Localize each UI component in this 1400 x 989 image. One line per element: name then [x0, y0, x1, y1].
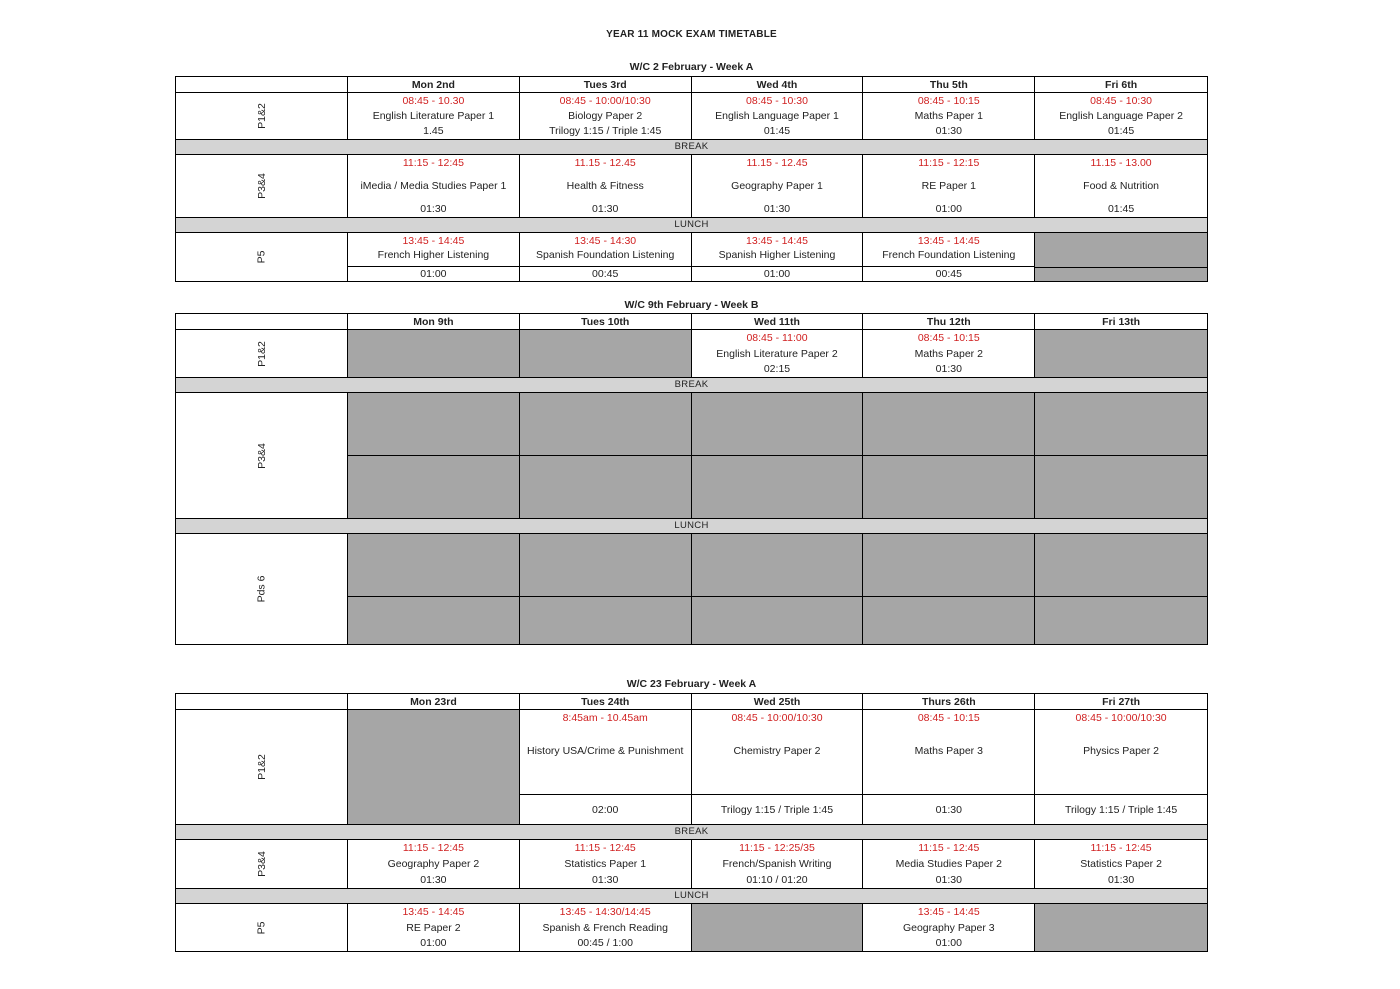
exam-cell: [692, 233, 864, 281]
lunch-bar: LUNCH: [176, 218, 1207, 233]
day-header: Mon 2nd: [348, 77, 520, 93]
day-header: Wed 11th: [692, 314, 864, 330]
exam-cell: [692, 155, 864, 218]
blocked-cell: [1035, 233, 1207, 281]
exam-time: 08:45 - 11:00: [746, 332, 808, 344]
exam-duration: 01:30: [763, 203, 791, 215]
blocked-cell: [863, 534, 1035, 597]
exam-subject: English Literature Paper 1: [372, 110, 495, 122]
day-header: Tues 24th: [520, 694, 692, 710]
exam-subject: Maths Paper 2: [914, 347, 983, 360]
break-bar: BREAK: [176, 140, 1207, 155]
blocked-cell: [692, 534, 864, 597]
exam-time: 13:45 - 14:45: [746, 235, 808, 247]
exam-duration: 01:30: [592, 874, 619, 886]
exam-cell: [520, 710, 692, 825]
blocked-cell: [348, 456, 520, 519]
exam-time: 11:15 - 12:45: [402, 157, 464, 169]
blocked-cell: [520, 597, 692, 644]
period-label-text: P1&2: [255, 340, 268, 367]
exam-duration: 01:00: [420, 937, 447, 949]
blocked-cell: [348, 710, 520, 825]
period-label-p34: [176, 155, 348, 218]
exam-duration: 01:30: [863, 794, 1034, 824]
week-2-table: [175, 313, 1208, 645]
exam-time: 11:15 - 12:25/35: [739, 842, 815, 854]
blocked-cell: [348, 393, 520, 456]
exam-subject: English Language Paper 2: [1059, 110, 1183, 122]
exam-subject: RE Paper 1: [921, 180, 976, 192]
exam-time: 08:45 - 10:00/10:30: [1075, 712, 1167, 724]
exam-subject: Spanish & French Reading: [542, 921, 668, 934]
exam-cell: [692, 840, 864, 889]
exam-time: 11:15 - 12:45: [1090, 842, 1152, 854]
exam-time: 11.15 - 12.45: [574, 157, 636, 169]
period-label-text: P5: [255, 921, 268, 934]
exam-subject: English Language Paper 1: [715, 110, 839, 122]
exam-cell: [863, 840, 1035, 889]
lunch-bar: LUNCH: [176, 889, 1207, 904]
exam-cell: [863, 904, 1035, 951]
exam-time: 11.15 - 13.00: [1090, 157, 1152, 169]
period-label-p5: [176, 904, 348, 951]
blocked-cell: [692, 904, 864, 951]
exam-cell: [1035, 93, 1207, 140]
corner-cell: [176, 694, 348, 710]
exam-duration: 01:30: [935, 363, 962, 375]
blocked-cell: [348, 597, 520, 644]
exam-time: 13:45 - 14:30: [574, 235, 637, 247]
exam-duration: 00:45: [520, 266, 691, 281]
exam-time: 11:15 - 12:45: [918, 842, 980, 854]
exam-time: 13:45 - 14:45: [917, 235, 980, 247]
exam-cell: [692, 93, 864, 140]
blocked-cell: [520, 393, 692, 456]
day-header: Thu 12th: [863, 314, 1035, 330]
blocked-cell: [1035, 534, 1207, 597]
exam-duration: 01:30: [420, 203, 447, 215]
exam-duration: Trilogy 1:15 / Triple 1:45: [1035, 794, 1207, 824]
exam-time: 08:45 - 10:30: [746, 95, 808, 107]
lunch-bar: LUNCH: [176, 519, 1207, 534]
exam-time: 11:15 - 12:45: [402, 842, 464, 854]
exam-time: 08:45 - 10:15: [917, 332, 980, 344]
blocked-cell: [520, 534, 692, 597]
exam-duration: 01:30: [592, 203, 619, 215]
exam-subject: Media Studies Paper 2: [895, 858, 1002, 870]
exam-duration: Trilogy 1:15 / Triple 1:45: [549, 125, 662, 137]
exam-cell: [1035, 710, 1207, 825]
exam-time: 8:45am - 10.45am: [562, 712, 648, 724]
period-label-p34: [176, 840, 348, 889]
exam-subject: Statistics Paper 2: [1080, 858, 1162, 870]
exam-duration: 00:45 / 1:00: [577, 937, 633, 949]
blocked-cell: [348, 534, 520, 597]
exam-time: 11.15 - 12.45: [746, 157, 808, 169]
period-label-text: P1&2: [255, 103, 268, 129]
exam-duration: 01:00: [348, 266, 519, 281]
day-header: Thu 5th: [863, 77, 1035, 93]
exam-duration: 01:45: [763, 125, 791, 137]
day-header: Wed 4th: [692, 77, 864, 93]
break-bar: BREAK: [176, 825, 1207, 840]
blocked-cell: [692, 393, 864, 456]
week-3-title: W/C 23 February - Week A: [626, 678, 757, 690]
exam-subject: Geography Paper 1: [731, 180, 823, 192]
exam-duration: 1.45: [423, 125, 444, 137]
exam-duration: 01:30: [935, 125, 962, 137]
day-header: Wed 25th: [692, 694, 864, 710]
blocked-cell: [1035, 330, 1207, 378]
period-label-text: P3&4: [255, 173, 268, 199]
exam-subject: Health & Fitness: [566, 180, 644, 192]
exam-duration: 01:45: [1107, 203, 1135, 215]
blocked-cell: [348, 330, 520, 378]
day-header: Tues 10th: [520, 314, 692, 330]
period-label-p12: [176, 710, 348, 825]
blocked-cell: [1035, 597, 1207, 644]
page-title: YEAR 11 MOCK EXAM TIMETABLE: [606, 29, 777, 40]
exam-cell: [863, 233, 1035, 281]
blocked-cell: [1035, 456, 1207, 519]
exam-subject: Food & Nutrition: [1083, 180, 1160, 192]
exam-duration: Trilogy 1:15 / Triple 1:45: [692, 794, 863, 824]
day-header: Tues 3rd: [520, 77, 692, 93]
period-label-p12: [176, 330, 348, 378]
exam-duration: 01:10 / 01:20: [746, 874, 808, 886]
exam-time: 11:15 - 12:45: [574, 842, 636, 854]
exam-cell: [1035, 840, 1207, 889]
blocked-cell: [1035, 393, 1207, 456]
period-label-p34: [176, 393, 348, 519]
day-header: Thurs 26th: [863, 694, 1035, 710]
exam-subject: French Foundation Listening: [882, 249, 1016, 261]
exam-subject: French/Spanish Writing: [722, 858, 832, 870]
exam-subject: Spanish Higher Listening: [718, 249, 836, 261]
exam-time: 08:45 - 10.30: [402, 95, 465, 107]
exam-subject: Geography Paper 3: [902, 921, 995, 934]
exam-cell: [520, 840, 692, 889]
week-1-table: [175, 76, 1208, 282]
blocked-cell: [863, 456, 1035, 519]
exam-subject: Physics Paper 2: [1083, 745, 1160, 757]
week-2-title: W/C 9th February - Week B: [624, 299, 759, 311]
exam-subject: Maths Paper 1: [914, 110, 983, 122]
exam-subject: History USA/Crime & Punishment: [527, 745, 684, 757]
exam-duration: 01:00: [935, 937, 962, 949]
blocked-cell: [863, 393, 1035, 456]
exam-time: 13:45 - 14:30/14:45: [559, 906, 651, 918]
period-label-text: Pds 6: [255, 575, 268, 603]
blocked-cell: [692, 597, 864, 644]
exam-duration: 01:30: [935, 874, 962, 886]
break-bar: BREAK: [176, 378, 1207, 393]
period-label-p5: [176, 233, 348, 281]
period-label-pds6: [176, 534, 348, 644]
exam-time: 13:45 - 14:45: [402, 906, 465, 918]
exam-time: 11:15 - 12:15: [918, 157, 980, 169]
exam-subject: Chemistry Paper 2: [733, 745, 821, 757]
exam-subject: Maths Paper 3: [914, 745, 983, 757]
week-3-table: [175, 693, 1208, 952]
day-header: Mon 23rd: [348, 694, 520, 710]
exam-duration: 01:45: [1107, 125, 1135, 137]
exam-cell: [348, 840, 520, 889]
exam-cell: [348, 93, 520, 140]
day-header: Fri 13th: [1035, 314, 1207, 330]
exam-cell: [348, 155, 520, 218]
exam-subject: English Literature Paper 2: [716, 347, 838, 360]
exam-cell: [520, 93, 692, 140]
day-header: Mon 9th: [348, 314, 520, 330]
exam-cell: [863, 155, 1035, 218]
exam-cell: [520, 155, 692, 218]
period-label-p12: [176, 93, 348, 140]
exam-cell: [348, 904, 520, 951]
exam-duration: 01:00: [935, 203, 962, 215]
exam-subject: Geography Paper 2: [387, 858, 480, 870]
blocked-cell: [863, 597, 1035, 644]
exam-duration: 02:00: [520, 794, 691, 824]
exam-cell: [692, 330, 864, 378]
exam-time: 08:45 - 10:15: [917, 712, 980, 724]
exam-subject: French Higher Listening: [377, 249, 490, 261]
exam-cell: [1035, 155, 1207, 218]
corner-cell: [176, 77, 348, 93]
day-header: Fri 27th: [1035, 694, 1207, 710]
blocked-cell: [1035, 904, 1207, 951]
corner-cell: [176, 314, 348, 330]
exam-cell: [348, 233, 520, 281]
blocked-cell: [520, 330, 692, 378]
blocked-cell: [692, 456, 864, 519]
exam-duration: 01:00: [692, 266, 863, 281]
blocked-cell: [520, 456, 692, 519]
week-1-title: W/C 2 February - Week A: [629, 61, 754, 73]
exam-time: 08:45 - 10:30: [1090, 95, 1153, 107]
exam-time: 08:45 - 10:00/10:30: [559, 95, 651, 107]
exam-duration: 01:30: [420, 874, 447, 886]
exam-cell: [863, 93, 1035, 140]
exam-time: 13:45 - 14:45: [402, 235, 465, 247]
exam-cell: [692, 710, 864, 825]
exam-duration: 00:45: [863, 266, 1034, 281]
exam-subject: Statistics Paper 1: [564, 858, 647, 870]
exam-subject: iMedia / Media Studies Paper 1: [360, 180, 507, 192]
day-header: Fri 6th: [1035, 77, 1207, 93]
exam-time: 13:45 - 14:45: [917, 906, 980, 918]
period-label-text: P5: [255, 250, 268, 264]
exam-subject: RE Paper 2: [406, 921, 461, 934]
period-label-text: P3&4: [255, 442, 268, 469]
exam-subject: Spanish Foundation Listening: [536, 249, 675, 261]
exam-subject: Biology Paper 2: [568, 110, 643, 122]
exam-cell: [520, 233, 692, 281]
period-label-text: P3&4: [255, 851, 268, 877]
exam-cell: [863, 710, 1035, 825]
exam-duration: 01:30: [1107, 874, 1135, 886]
exam-duration: 02:15: [763, 363, 791, 375]
exam-cell: [520, 904, 692, 951]
exam-time: 08:45 - 10:15: [917, 95, 980, 107]
exam-cell: [863, 330, 1035, 378]
period-label-text: P1&2: [255, 754, 268, 780]
exam-time: 08:45 - 10:00/10:30: [731, 712, 823, 724]
